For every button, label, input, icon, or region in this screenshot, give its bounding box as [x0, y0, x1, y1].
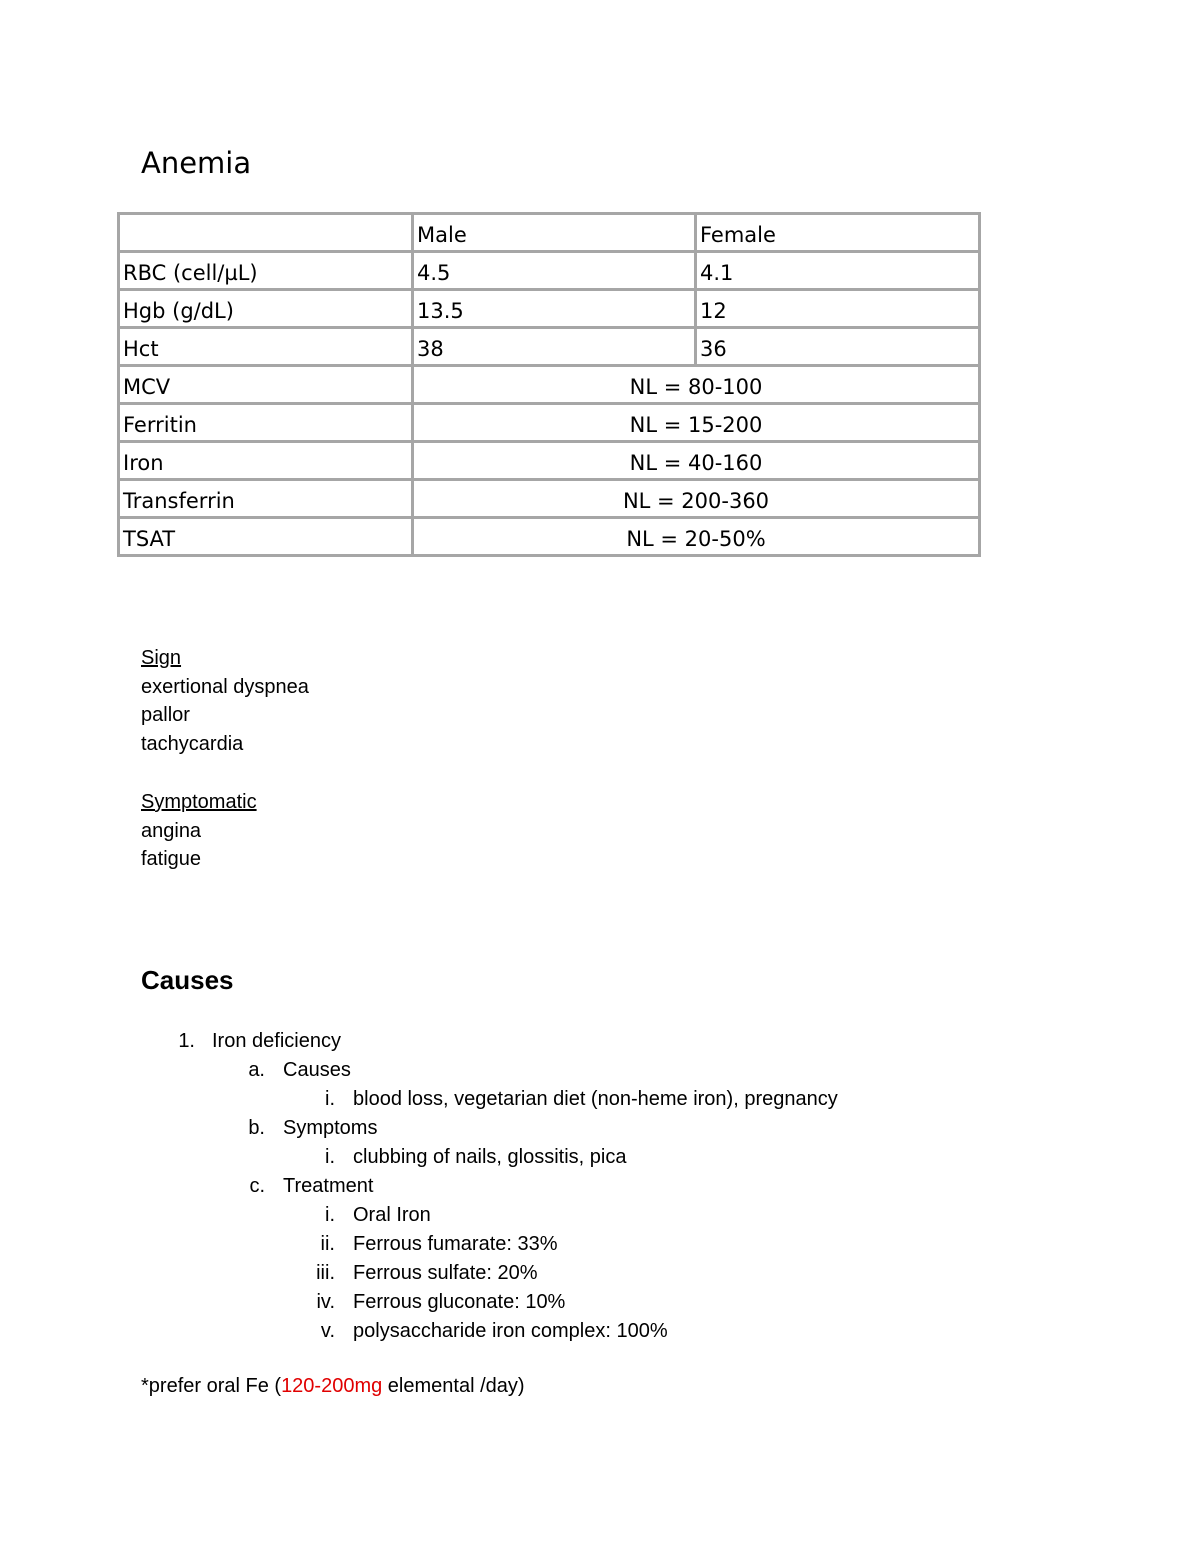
table-row [119, 480, 980, 518]
row-label: TSAT [119, 518, 413, 556]
table-row [119, 404, 980, 442]
table-row [119, 518, 980, 556]
note-prefix: *prefer oral Fe ( [141, 1375, 282, 1397]
table-row [119, 290, 980, 328]
list-item [0, 1027, 1200, 1056]
table-row [119, 328, 980, 366]
list-text: polysaccharide iron complex: 100% [353, 1320, 668, 1342]
row-label: Hgb (g/dL) [119, 290, 413, 328]
male-value: 38 [413, 328, 696, 366]
list-item [0, 1143, 1200, 1172]
row-label: Iron [119, 442, 413, 480]
row-label: Hct [119, 328, 413, 366]
list-text: blood loss, vegetarian diet (non-heme iron), pregnancy [353, 1088, 838, 1110]
row-label: RBC (cell/µL) [119, 252, 413, 290]
row-label: MCV [119, 366, 413, 404]
normal-range-value: NL = 80-100 [413, 366, 980, 404]
list-marker: v. [320, 1320, 335, 1342]
list-text: Ferrous gluconate: 10% [353, 1291, 566, 1313]
female-value: 4.1 [696, 252, 980, 290]
normal-range-value: NL = 20-50% [413, 518, 980, 556]
list-item: tachycardia [141, 733, 244, 756]
table-header-row [119, 214, 980, 252]
normal-range-value: NL = 200-360 [413, 480, 980, 518]
list-text: Oral Iron [353, 1204, 431, 1226]
lab-values-table [117, 212, 981, 557]
symptomatic-heading: Symptomatic [141, 791, 257, 813]
symptomatic-section [141, 788, 257, 874]
row-label: Ferritin [119, 404, 413, 442]
dosage-note [141, 1372, 525, 1401]
list-item [0, 1172, 1200, 1201]
causes-heading: Causes [141, 965, 234, 995]
list-text: Treatment [283, 1175, 374, 1197]
male-value: 13.5 [413, 290, 696, 328]
header-cell [119, 214, 413, 252]
header-cell-female: Female [696, 214, 980, 252]
list-item: angina [141, 819, 202, 842]
list-item [0, 1259, 1200, 1288]
list-text: Iron deficiency [212, 1030, 341, 1052]
table-row [119, 442, 980, 480]
list-item [0, 1230, 1200, 1259]
row-label: Transferrin [119, 480, 413, 518]
list-marker: iv. [316, 1291, 335, 1313]
normal-range-value: NL = 15-200 [413, 404, 980, 442]
list-text: Ferrous sulfate: 20% [353, 1262, 538, 1284]
list-marker: i. [325, 1146, 335, 1168]
list-item: fatigue [141, 848, 202, 871]
list-marker: iii. [316, 1262, 335, 1284]
table-row [119, 366, 980, 404]
list-marker: b. [248, 1117, 265, 1139]
list-text: Ferrous fumarate: 33% [353, 1233, 558, 1255]
list-item [0, 1114, 1200, 1143]
list-marker: i. [325, 1088, 335, 1110]
header-cell-male: Male [413, 214, 696, 252]
list-marker: c. [249, 1175, 265, 1197]
list-marker: 1. [178, 1030, 195, 1052]
note-suffix: elemental /day) [382, 1375, 525, 1397]
male-value: 4.5 [413, 252, 696, 290]
sign-section [141, 644, 309, 759]
list-text: Causes [283, 1059, 351, 1081]
list-item [0, 1056, 1200, 1085]
list-item [0, 1085, 1200, 1114]
list-marker: a. [248, 1059, 265, 1081]
sign-heading: Sign [141, 647, 182, 669]
normal-range-value: NL = 40-160 [413, 442, 980, 480]
female-value: 36 [696, 328, 980, 366]
list-marker: ii. [320, 1233, 335, 1255]
list-text: clubbing of nails, glossitis, pica [353, 1146, 627, 1168]
table-row [119, 252, 980, 290]
page-title: Anemia [141, 146, 252, 180]
list-item: exertional dyspnea [141, 675, 309, 698]
female-value: 12 [696, 290, 980, 328]
list-item [0, 1201, 1200, 1230]
list-marker: i. [325, 1204, 335, 1226]
note-highlight: 120-200mg [281, 1375, 383, 1397]
causes-outline [0, 1027, 1200, 1346]
list-text: Symptoms [283, 1117, 378, 1139]
list-item: pallor [141, 704, 190, 727]
list-item [0, 1317, 1200, 1346]
list-item [0, 1288, 1200, 1317]
